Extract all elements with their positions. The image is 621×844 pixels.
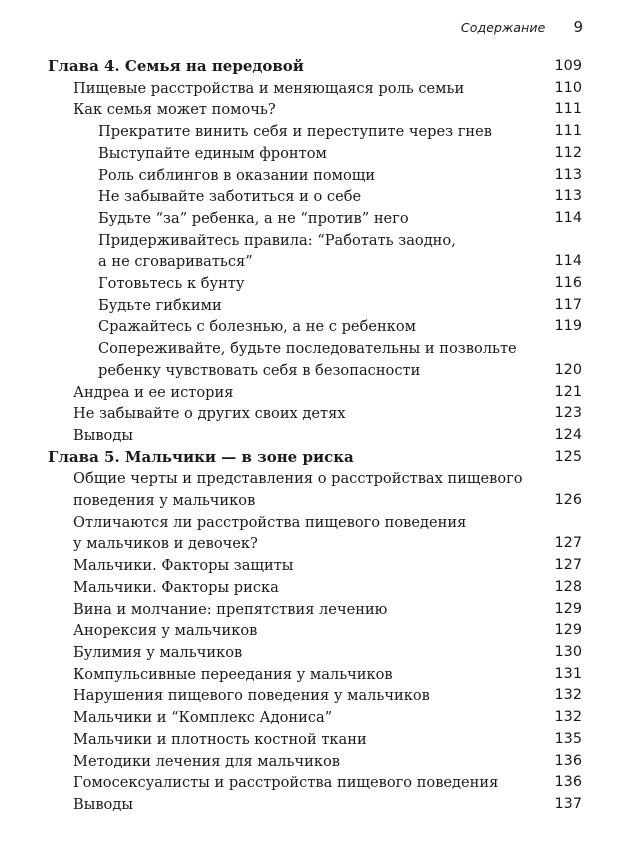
- toc-entry-title: Сражайтесь с болезнью, а не с ребенком: [98, 318, 416, 336]
- toc-section-entry[interactable]: [48, 78, 582, 100]
- toc-entry-page: 137: [554, 795, 582, 812]
- toc-chapter-entry[interactable]: [48, 56, 582, 78]
- toc-section-entry[interactable]: [48, 751, 582, 773]
- toc-entry-page: 124: [554, 426, 582, 443]
- toc-entry-title: Выводы: [73, 426, 133, 444]
- toc-entry-title: Готовьтесь к бунту: [98, 275, 245, 293]
- toc-entry-title: Выводы: [73, 795, 133, 813]
- running-head-section: Содержание: [460, 20, 546, 35]
- toc-entry-title: Компульсивные переедания у мальчиков: [73, 665, 393, 683]
- toc-entry-page: 116: [554, 275, 582, 292]
- toc-entry-page: 114: [554, 209, 582, 226]
- toc-subsection-entry[interactable]: [48, 338, 582, 381]
- toc-entry-page: 121: [554, 383, 582, 400]
- toc-entry-page: 126: [554, 492, 582, 509]
- toc-section-entry[interactable]: [48, 772, 582, 794]
- toc-entry-title: Мальчики. Факторы защиты: [73, 557, 294, 575]
- toc-entry-page: 110: [554, 79, 582, 96]
- toc-entry-page: 111: [554, 101, 582, 118]
- table-of-contents: [48, 56, 582, 816]
- toc-entry-title: Мальчики и плотность костной ткани: [73, 730, 367, 748]
- toc-entry-page: 117: [554, 296, 582, 313]
- toc-entry-page: 132: [554, 709, 582, 726]
- toc-section-entry[interactable]: [48, 425, 582, 447]
- toc-section-entry[interactable]: [48, 577, 582, 599]
- toc-entry-page: 136: [554, 774, 582, 791]
- toc-entry-title: Не забывайте о других своих детях: [73, 405, 346, 423]
- toc-section-entry[interactable]: [48, 382, 582, 404]
- toc-entry-title: Будьте гибкими: [98, 296, 222, 314]
- toc-entry-page: 128: [554, 578, 582, 595]
- toc-subsection-entry[interactable]: [48, 165, 582, 187]
- toc-section-entry[interactable]: [48, 599, 582, 621]
- toc-entry-page: 132: [554, 687, 582, 704]
- toc-subsection-entry[interactable]: [48, 230, 582, 273]
- toc-entry-title: Придерживайтесь правила: “Работать заодно, а не сговариваться”: [98, 231, 456, 271]
- toc-entry-page: 112: [554, 144, 582, 161]
- toc-entry-page: 120: [554, 361, 582, 378]
- toc-entry-page: 127: [554, 557, 582, 574]
- toc-entry-page: 119: [554, 318, 582, 335]
- toc-subsection-entry[interactable]: [48, 121, 582, 143]
- toc-entry-title: Глава 4. Семья на передовой: [48, 57, 304, 75]
- toc-entry-title: Гомосексуалисты и расстройства пищевого поведения: [73, 774, 499, 792]
- toc-entry-title: Сопереживайте, будьте последовательны и позвольте ребенку чувствовать себя в безопасности: [98, 340, 517, 379]
- toc-section-entry[interactable]: [48, 620, 582, 642]
- toc-entry-page: 136: [554, 752, 582, 769]
- toc-entry-title: Вина и молчание: препятствия лечению: [73, 600, 388, 618]
- toc-entry-title: Выступайте единым фронтом: [98, 144, 327, 162]
- toc-section-entry[interactable]: [48, 794, 582, 816]
- toc-subsection-entry[interactable]: [48, 295, 582, 317]
- toc-subsection-entry[interactable]: [48, 316, 582, 338]
- toc-entry-page: 125: [554, 448, 582, 465]
- toc-entry-title: Методики лечения для мальчиков: [73, 752, 340, 770]
- toc-entry-page: 113: [554, 166, 582, 183]
- toc-entry-page: 123: [554, 405, 582, 422]
- toc-section-entry[interactable]: [48, 664, 582, 686]
- toc-section-entry[interactable]: [48, 685, 582, 707]
- toc-entry-title: Пищевые расстройства и меняющаяся роль семьи: [73, 79, 465, 97]
- toc-entry-title: Мальчики. Факторы риска: [73, 578, 279, 596]
- toc-entry-title: Булимия у мальчиков: [73, 643, 243, 661]
- toc-entry-page: 113: [554, 188, 582, 205]
- toc-section-entry[interactable]: [48, 729, 582, 751]
- toc-entry-page: 135: [554, 730, 582, 747]
- toc-entry-title: Мальчики и “Комплекс Адониса”: [73, 709, 333, 727]
- toc-entry-page: 129: [554, 622, 582, 639]
- toc-section-entry[interactable]: [48, 642, 582, 664]
- toc-chapter-entry[interactable]: [48, 447, 582, 469]
- toc-entry-title: Прекратите винить себя и переступите через гнев: [98, 123, 492, 141]
- toc-entry-title: Не забывайте заботиться и о себе: [98, 188, 362, 206]
- toc-entry-page: 130: [554, 643, 582, 660]
- toc-entry-title: Будьте “за” ребенка, а не “против” него: [98, 209, 409, 227]
- toc-entry-page: 131: [554, 665, 582, 682]
- toc-subsection-entry[interactable]: [48, 143, 582, 165]
- running-head: [461, 18, 583, 38]
- toc-entry-title: Анорексия у мальчиков: [73, 622, 258, 640]
- toc-subsection-entry[interactable]: [48, 273, 582, 295]
- toc-entry-title: Глава 5. Мальчики — в зоне риска: [48, 447, 354, 466]
- toc-entry-title: Отличаются ли расстройства пищевого поведения у мальчиков и девочек?: [73, 513, 467, 553]
- toc-entry-page: 114: [554, 253, 582, 270]
- toc-section-entry[interactable]: [48, 403, 582, 425]
- toc-entry-page: 109: [554, 58, 582, 74]
- toc-section-entry[interactable]: [48, 512, 582, 555]
- toc-section-entry[interactable]: [48, 468, 582, 511]
- toc-section-entry[interactable]: [48, 99, 582, 121]
- toc-entry-title: Андреа и ее история: [73, 383, 234, 401]
- toc-entry-title: Общие черты и представления о расстройствах пищевого поведения у мальчиков: [73, 470, 523, 510]
- toc-subsection-entry[interactable]: [48, 186, 582, 208]
- page-number: 9: [573, 18, 583, 36]
- toc-section-entry[interactable]: [48, 707, 582, 729]
- toc-entry-page: 129: [554, 600, 582, 617]
- toc-entry-page: 127: [554, 535, 582, 552]
- toc-entry-title: Роль сиблингов в оказании помощи: [98, 166, 376, 184]
- toc-entry-title: Нарушения пищевого поведения у мальчиков: [73, 687, 430, 705]
- toc-section-entry[interactable]: [48, 555, 582, 577]
- toc-entry-title: Как семья может помочь?: [73, 101, 276, 119]
- toc-entry-page: 111: [554, 123, 582, 140]
- toc-subsection-entry[interactable]: [48, 208, 582, 230]
